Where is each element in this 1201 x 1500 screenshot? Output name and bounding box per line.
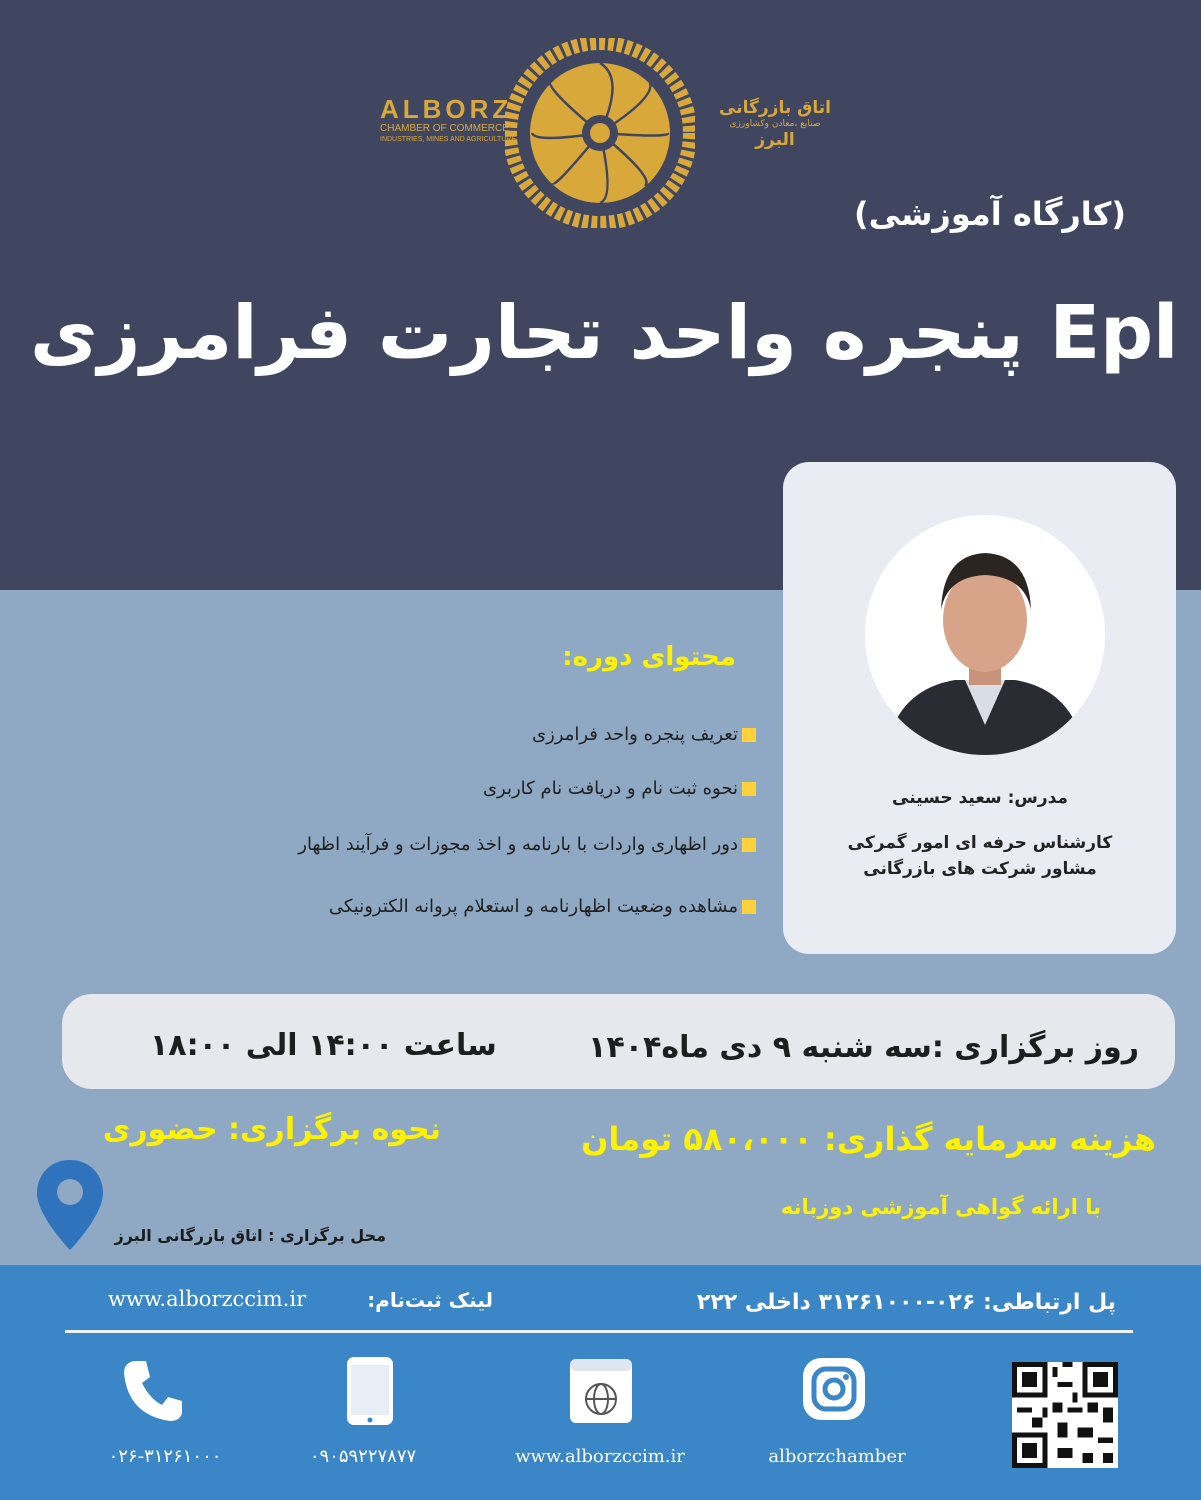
instructor-title-line1: کارشناس حرفه ای امور گمرکی	[847, 833, 1113, 853]
event-time: ساعت ۱۴:۰۰ الی ۱۸:۰۰	[150, 1028, 497, 1063]
logo-fa-line1: اتاق بازرگانی	[719, 98, 831, 118]
footer-divider	[65, 1330, 1133, 1333]
bullet-square-icon	[742, 782, 756, 796]
course-item-text: تعریف پنجره واحد فرامرزی	[531, 724, 738, 745]
website-link[interactable]: www.alborzccim.ir	[515, 1446, 685, 1467]
course-item	[532, 724, 756, 745]
contact-info: پل ارتباطی: ۰۲۶-۳۱۲۶۱۰۰۰ داخلی ۲۲۲	[696, 1290, 1116, 1315]
course-item-text: مشاهده وضعیت اظهارنامه و استعلام پروانه الکترونیکی	[328, 896, 738, 917]
logo-english	[380, 94, 517, 145]
instagram-handle[interactable]: alborzchamber	[768, 1446, 906, 1467]
course-item	[329, 896, 756, 917]
delivery-mode: نحوه برگزاری: حضوری	[102, 1112, 441, 1147]
course-item	[483, 778, 756, 799]
logo-en-line2: INDUSTRIES, MINES AND AGRICULTURE	[380, 136, 517, 143]
register-label: لینک ثبت‌نام:	[367, 1288, 493, 1312]
web-icon[interactable]	[568, 1355, 634, 1427]
instructor-photo	[865, 515, 1105, 755]
event-date: روز برگزاری :سه شنبه ۹ دی ماه۱۴۰۴	[588, 1030, 1139, 1065]
course-item-text: دور اظهاری واردات با بارنامه و اخذ مجوزات و فرآیند اظهار	[298, 834, 738, 855]
logo-en-line1: CHAMBER OF COMMERCE	[380, 123, 509, 134]
fee-text: هزینه سرمایه گذاری: ۵۸۰،۰۰۰ تومان	[581, 1120, 1156, 1158]
instructor-name: مدرس: سعید حسینی	[892, 788, 1068, 808]
page-title: پنجره واحد تجارت فرامرزی Epl	[30, 290, 1179, 376]
mobile-number[interactable]: ۰۹۰۵۹۲۲۷۸۷۷	[309, 1446, 417, 1467]
venue-text: محل برگزاری : اتاق بازرگانی البرز	[114, 1226, 386, 1245]
logo-persian	[700, 98, 850, 150]
mobile-icon[interactable]	[345, 1355, 395, 1427]
phone-number[interactable]: ۰۲۶-۳۱۲۶۱۰۰۰	[108, 1446, 222, 1467]
location-pin-icon	[35, 1158, 105, 1253]
logo-fa-line2: صنایع ،معادن وکشاورزی	[729, 119, 821, 129]
course-item	[298, 834, 756, 855]
bullet-square-icon	[742, 838, 756, 852]
logo-fa-line3: البرز	[755, 130, 795, 150]
course-content-heading: محتوای دوره:	[562, 642, 736, 672]
instagram-icon[interactable]	[800, 1355, 868, 1423]
instructor-title-line2: مشاور شرکت های بازرگانی	[863, 859, 1097, 879]
bullet-square-icon	[742, 900, 756, 914]
phone-icon[interactable]	[120, 1355, 186, 1425]
workshop-subtitle: (کارگاه آموزشی)	[853, 195, 1126, 233]
certificate-text: با ارائه گواهی آموزشی دوزبانه	[780, 1195, 1101, 1219]
logo-en-name: ALBORZ	[380, 94, 513, 124]
qr-code[interactable]	[1012, 1362, 1118, 1468]
chamber-emblem-logo	[505, 38, 695, 228]
course-item-text: نحوه ثبت نام و دریافت نام کاربری	[482, 778, 738, 799]
bullet-square-icon	[742, 728, 756, 742]
instructor-portrait	[865, 515, 1105, 755]
instructor-credentials	[790, 830, 1170, 882]
register-link[interactable]: www.alborzccim.ir	[108, 1287, 307, 1311]
